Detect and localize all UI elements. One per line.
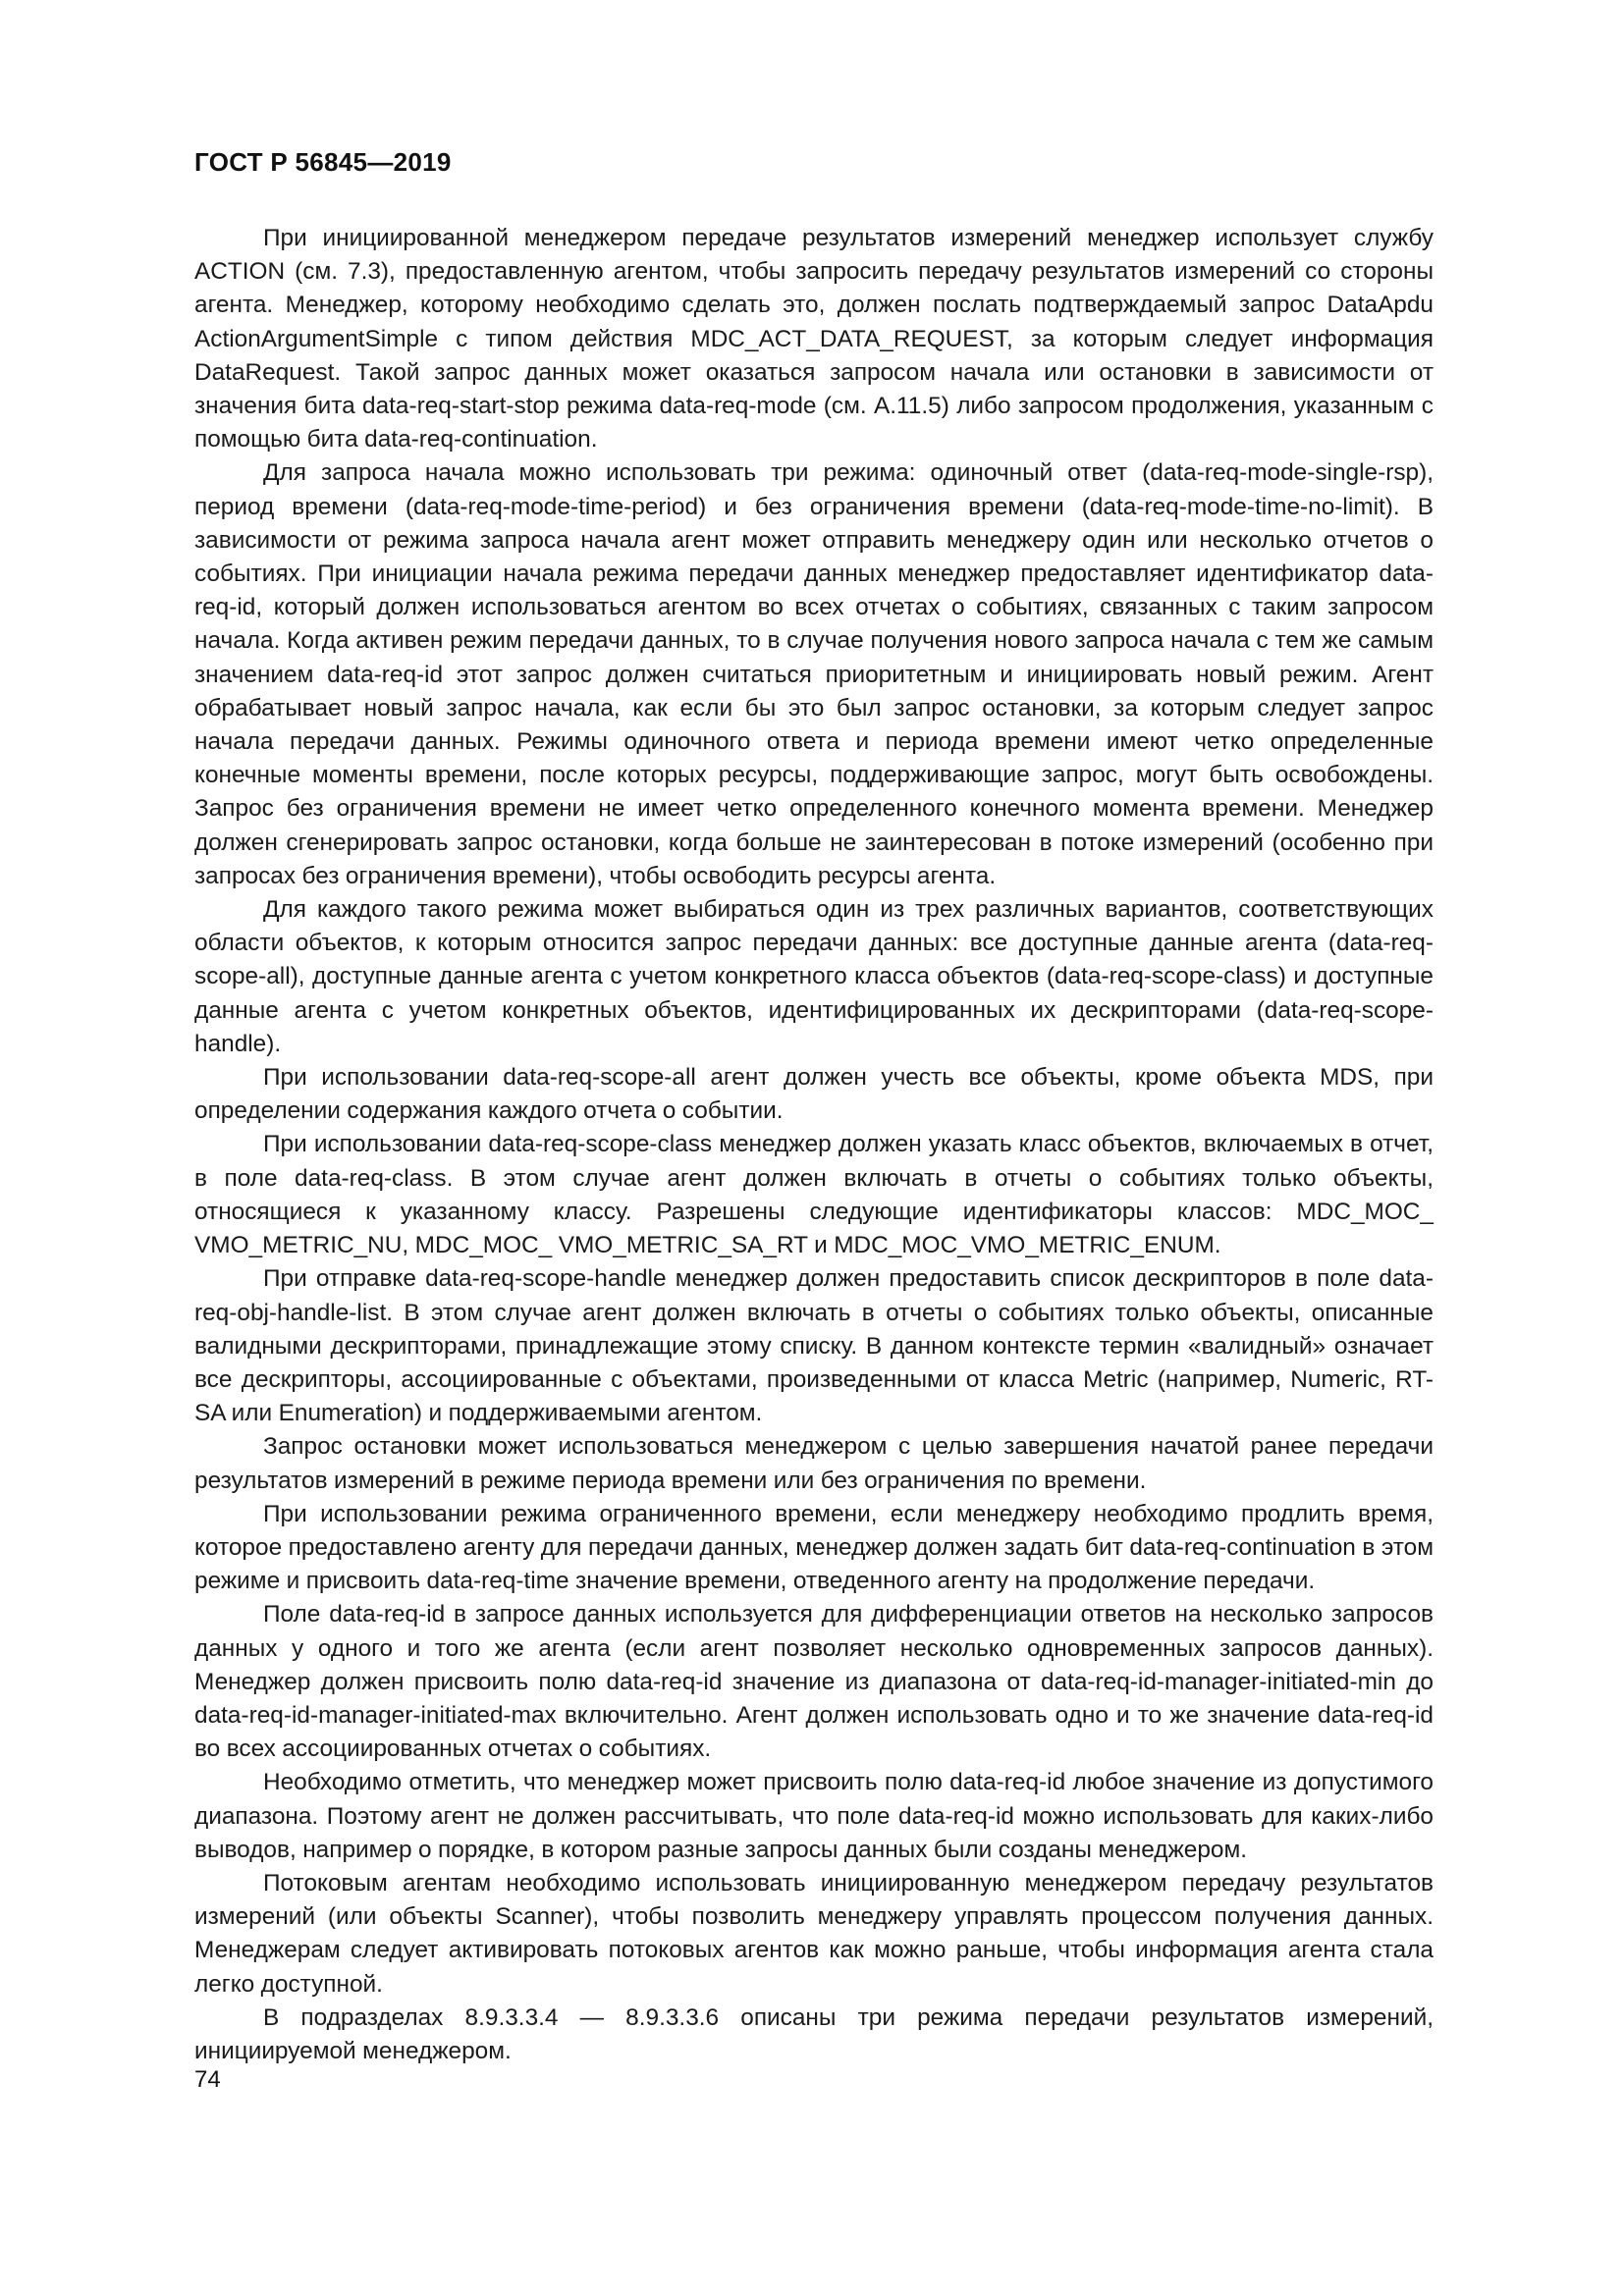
- body-text: [194, 222, 1434, 2068]
- paragraph: Для каждого такого режима может выбираться один из трех различных вариантов, соответствующих области объектов, к которым относится запрос передачи данных: все доступные данные агента (data-req-scope-all), доступные данные агента с учетом конкретного класса объектов (data-req-scope-class) и доступные данные агента с учетом конкретных объектов, идентифицированных их дескрипторами (data-req-scope-handle).: [194, 896, 1434, 1057]
- paragraph: Потоковым агентам необходимо использовать инициированную менеджером передачу результатов измерений (или объекты Scanner), чтобы позволить менеджеру управлять процессом получения данных. Менеджерам следует активировать потоковых агентов как можно раньше, чтобы информация агента стала легко доступной.: [194, 1869, 1434, 1998]
- paragraph: Поле data-req-id в запросе данных используется для дифференциации ответов на несколько запросов данных у одного и того же агента (если агент позволяет несколько одновременных запросов данных). Менеджер должен присвоить полю data-req-id значение из диапазона от data-req-id-manager-initiated-min до data-req-id-manager-initiated-max включительно. Агент должен использовать одно и то же значение data-req-id во всех ассоциированных отчетах о событиях.: [194, 1601, 1434, 1763]
- standard-code-header: ГОСТ Р 56845—2019: [194, 147, 452, 177]
- paragraph: Запрос остановки может использоваться менеджером с целью завершения начатой ранее передачи результатов измерений в режиме периода времени или без ограничения по времени.: [194, 1433, 1434, 1494]
- paragraph: При использовании data-req-scope-all агент должен учесть все объекты, кроме объекта MDS, при определении содержания каждого отчета о событии.: [194, 1064, 1434, 1125]
- paragraph: Для запроса начала можно использовать три режима: одиночный ответ (data-req-mode-single-rsp), период времени (data-req-mode-time-period) и без ограничения времени (data-req-mode-time-no-limit). В зависимости от режима запроса начала агент может отправить менеджеру один или несколько отчетов о событиях. При инициации начала режима передачи данных менеджер предоставляет идентификатор data-req-id, который должен использоваться агентом во всех отчетах о событиях, связанных с таким запросом начала. Когда активен режим передачи данных, то в случае получения нового запроса начала с тем же самым значением data-req-id этот запрос должен считаться приоритетным и инициировать новый режим. Агент обрабатывает новый запрос начала, как если бы это был запрос остановки, за которым следует запрос начала передачи данных. Режимы одиночного ответа и периода времени имеют четко определенные конечные моменты времени, после которых ресурсы, поддерживающие запрос, могут быть освобождены. Запрос без ограничения времени не имеет четко определенного конечного момента времени. Менеджер должен сгенерировать запрос остановки, когда больше не заинтересован в потоке измерений (особенно при запросах без ограничения времени), чтобы освободить ресурсы агента.: [194, 459, 1434, 889]
- paragraph: При инициированной менеджером передаче результатов измерений менеджер использует службу ACTION (см. 7.3), предоставленную агентом, чтобы запросить передачу результатов измерений со стороны агента. Менеджер, которому необходимо сделать это, должен послать подтверждаемый запрос DataApdu ActionArgumentSimple с типом действия MDC_ACT_DATA_REQUEST, за которым следует информация DataRequest. Такой запрос данных может оказаться запросом начала или остановки в зависимости от значения бита data-req-start-stop режима data-req-mode (см. А.11.5) либо запросом продолжения, указанным с помощью бита data-req-continuation.: [194, 225, 1434, 454]
- paragraph: Необходимо отметить, что менеджер может присвоить полю data-req-id любое значение из допустимого диапазона. Поэтому агент не должен рассчитывать, что поле data-req-id можно использовать для каких-либо выводов, например о порядке, в котором разные запросы данных были созданы менеджером.: [194, 1769, 1434, 1863]
- paragraph: При отправке data-req-scope-handle менеджер должен предоставить список дескрипторов в поле data-req-obj-handle-list. В этом случае агент должен включать в отчеты о событиях только объекты, описанные валидными дескрипторами, принадлежащие этому списку. В данном контексте термин «валидный» означает все дескрипторы, ассоциированные с объектами, произведенными от класса Metric (например, Numeric, RT-SA или Enumeration) и поддерживаемыми агентом.: [194, 1265, 1434, 1427]
- page-number: 74: [194, 2066, 221, 2093]
- paragraph: При использовании режима ограниченного времени, если менеджеру необходимо продлить время, которое предоставлено агенту для передачи данных, менеджер должен задать бит data-req-continuation в этом режиме и присвоить data-req-time значение времени, отведенного агенту на продолжение передачи.: [194, 1500, 1434, 1595]
- paragraph: В подразделах 8.9.3.3.4 — 8.9.3.3.6 описаны три режима передачи результатов измерений, инициируемой менеджером.: [194, 2003, 1434, 2064]
- paragraph: При использовании data-req-scope-class менеджер должен указать класс объектов, включаемых в отчет, в поле data-req-class. В этом случае агент должен включать в отчеты о событиях только объекты, относящиеся к указанному классу. Разрешены следующие идентификаторы классов: MDC_MOC_ VMO_METRIC_NU, MDC_MOC_ VMO_METRIC_SA_RT и MDC_MOC_VMO_METRIC_ENUM.: [194, 1131, 1434, 1259]
